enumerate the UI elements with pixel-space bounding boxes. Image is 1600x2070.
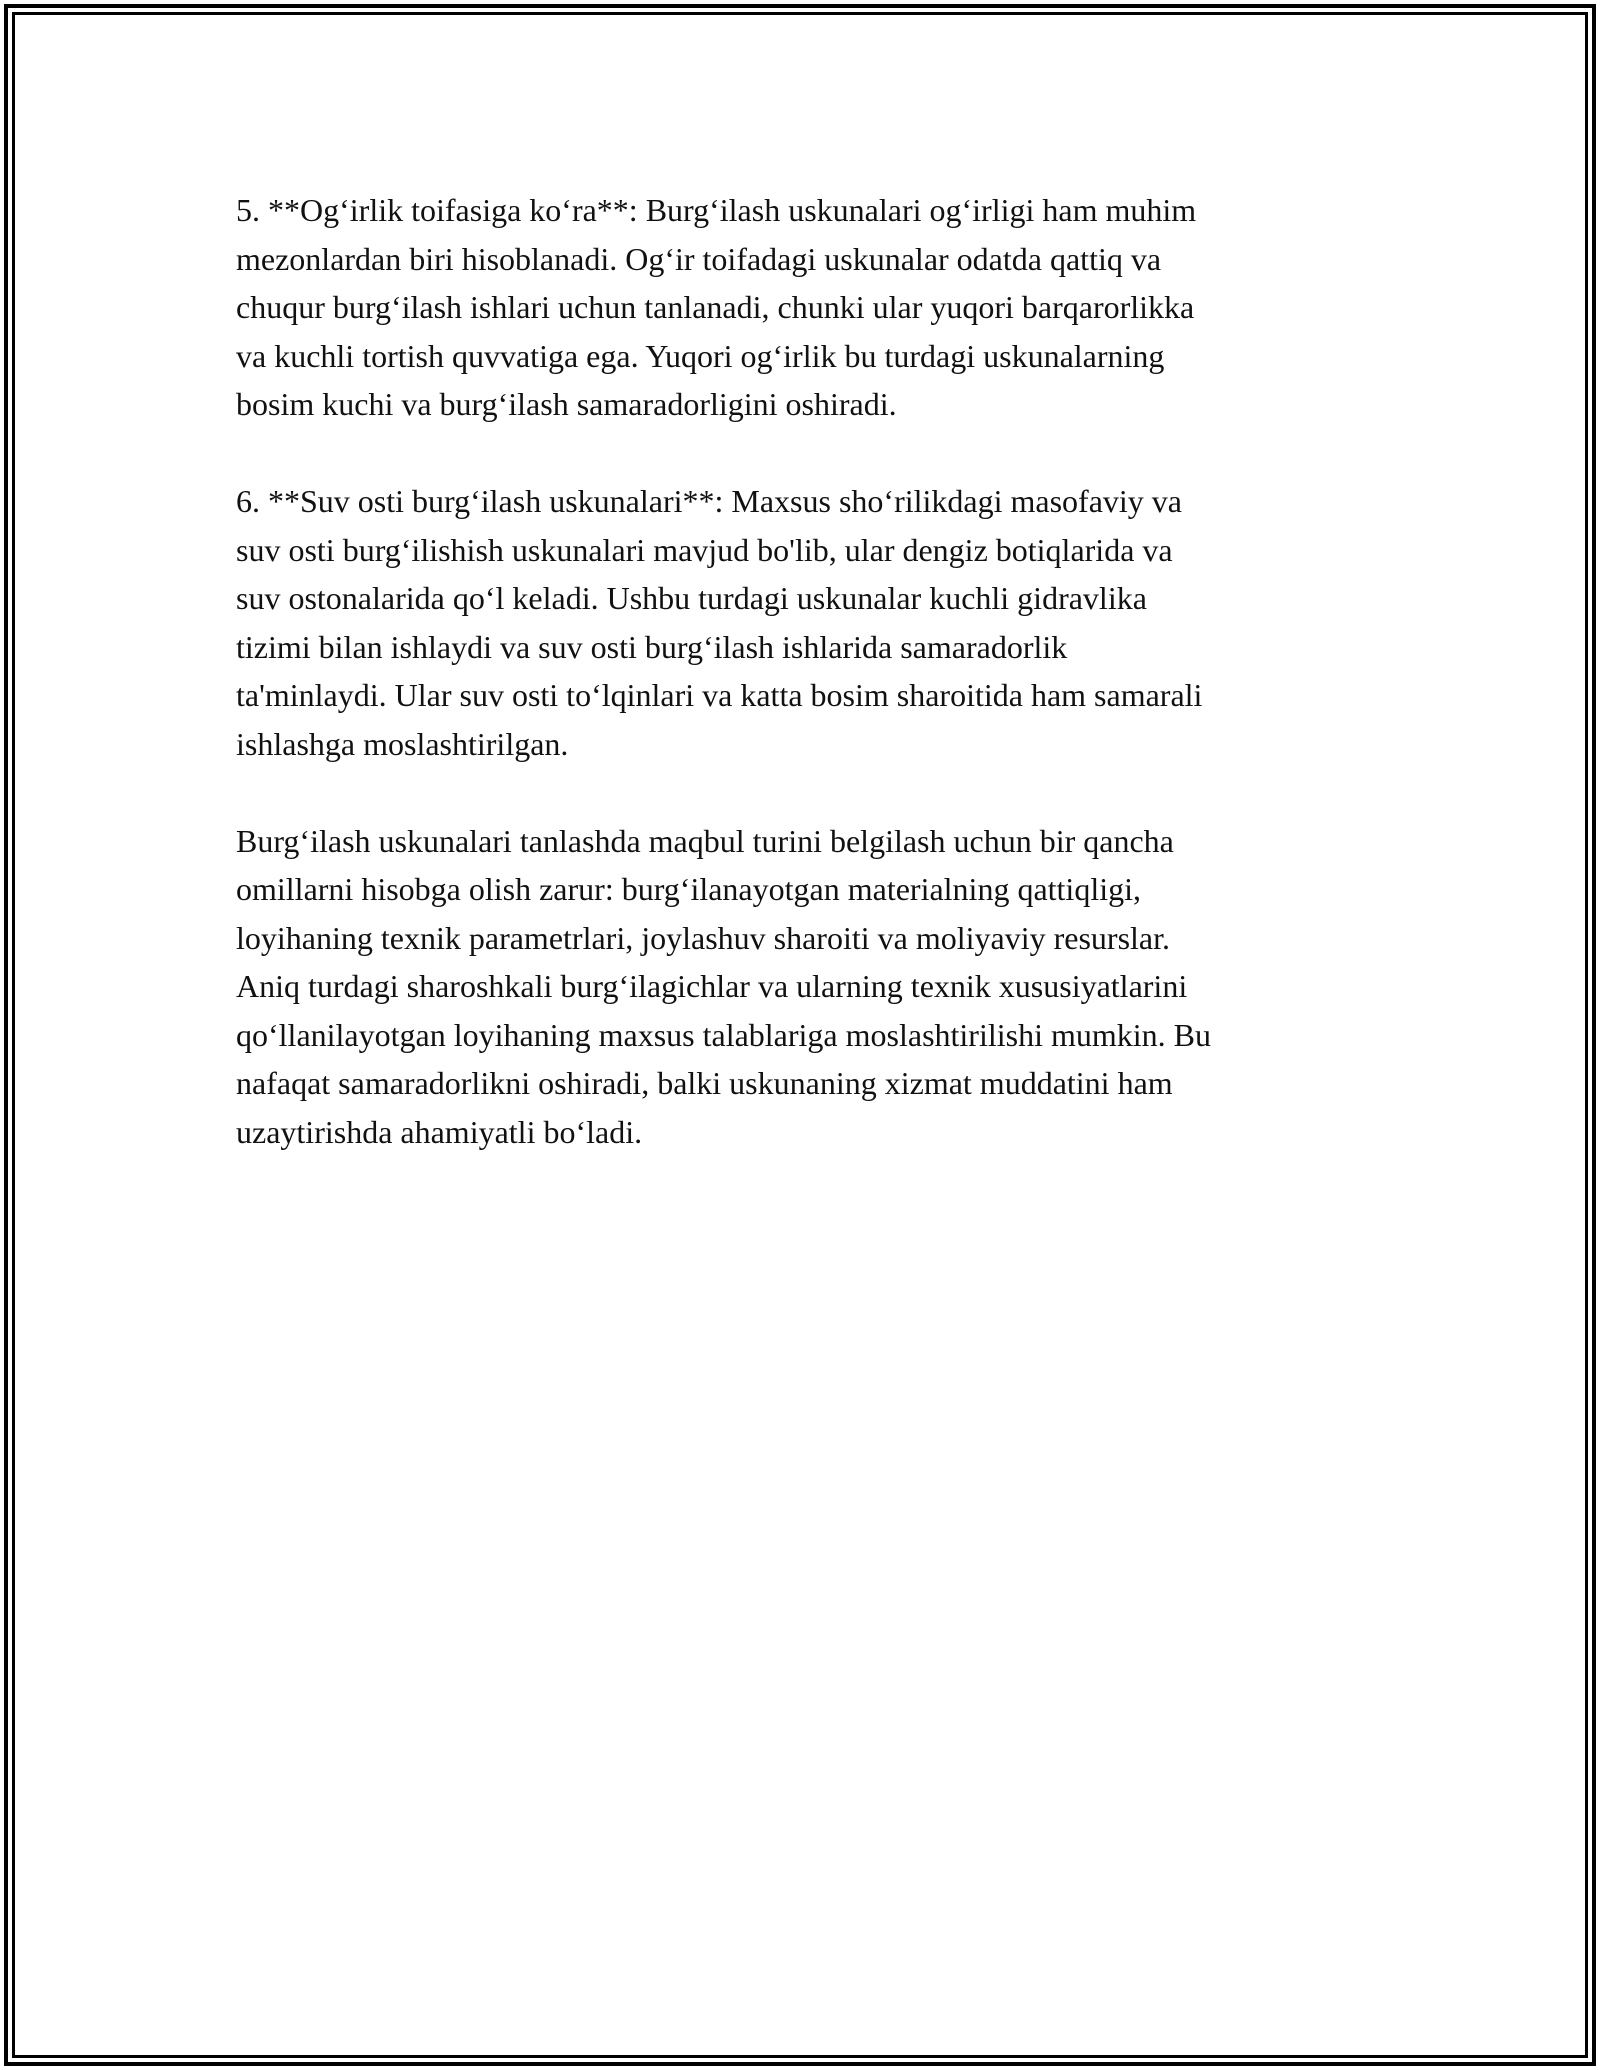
paragraph-selection-conclusion: Burg‘ilash uskunalari tanlashda maqbul turini belgilash uchun bir qancha omillarni hisobga olish zarur: burg‘ilanayotgan materialning qattiqligi, loyihaning texnik parametrlari, joylashuv sharoiti va moliyaviy resurslar. Aniq turdagi sharoshkali burg‘ilagichlar va ularning texnik xususiyatlarini qo‘llanilayotgan loyihaning maxsus talablariga moslashtirilishi mumkin. Bu nafaqat samaradorlikni oshiradi, balki uskunaning xizmat muddatini ham uzaytirishda ahamiyatli bo‘ladi. xyxy=(236,822,1211,1150)
document-body xyxy=(236,186,1366,1205)
paragraph-underwater-equipment: 6. **Suv osti burg‘ilash uskunalari**: Maxsus sho‘rilikdagi masofaviy va suv osti burg‘ilishish uskunalari mavjud bo'lib, ular dengiz botiqlarida va suv ostonalarida qo‘l keladi. Ushbu turdagi uskunalar kuchli gidravlika tizimi bilan ishlaydi va suv osti burg‘ilash ishlarida samaradorlik ta'minlaydi. Ular suv osti to‘lqinlari va katta bosim sharoitida ham samarali ishlashga moslashtirilgan. xyxy=(236,483,1203,762)
paragraph-weight-category: 5. **Og‘irlik toifasiga ko‘ra**: Burg‘ilash uskunalari og‘irligi ham muhim mezonlardan biri hisoblanadi. Og‘ir toifadagi uskunalar odatda qattiq va chuqur burg‘ilash ishlari uchun tanlanadi, chunki ular yuqori barqarorlikka va kuchli tortish quvvatiga ega. Yuqori og‘irlik bu turdagi uskunalarning bosim kuchi va burg‘ilash samaradorligini oshiradi. xyxy=(236,192,1197,422)
